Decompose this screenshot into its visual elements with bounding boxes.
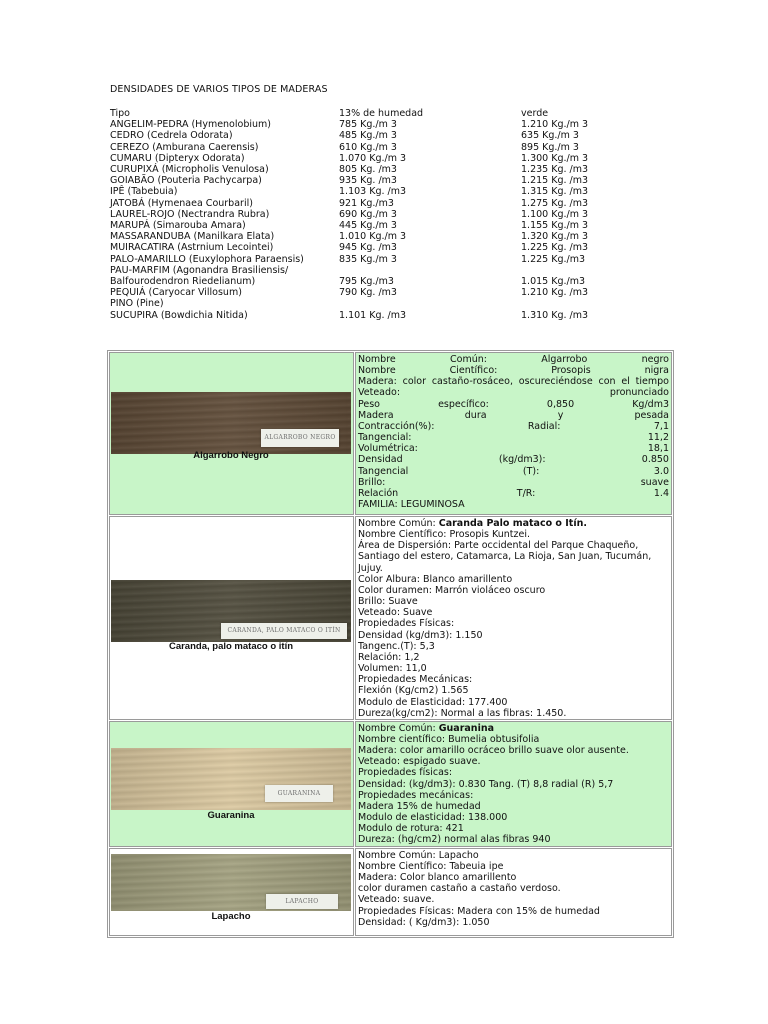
cell-type: ANGELIM-PEDRA (Hymenolobium) — [110, 119, 271, 131]
cell-humidity: 790 Kg. /m3 — [339, 287, 397, 299]
cell-type: Balfourodendron Riedelianum) — [110, 276, 256, 288]
header-humidity: 13% de humedad — [339, 108, 424, 119]
info-line: Madera dura y pesada — [358, 409, 669, 421]
cell-humidity — [339, 298, 521, 309]
info-line: Contracción(%): Radial: 7,1 — [358, 420, 669, 432]
info-line: Modulo de rotura: 421 — [358, 823, 464, 835]
cell-humidity: 610 Kg./m 3 — [339, 141, 397, 153]
density-row — [110, 254, 621, 265]
wood-image-cell — [109, 721, 354, 847]
cell-type: CUMARU (Dipteryx Odorata) — [110, 152, 245, 164]
info-line: Tangencial (T): 3.0 — [358, 465, 669, 477]
wood-info-cell — [355, 721, 672, 847]
info-line: Propiedades físicas: — [358, 767, 453, 779]
info-line: Jujuy. — [358, 562, 383, 574]
cell-humidity: 1.103 Kg. /m3 — [339, 186, 407, 198]
wood-row — [109, 721, 672, 847]
info-line: Densidad (kg/dm3): 0.850 — [358, 454, 669, 466]
cell-green: 1.315 Kg. /m3 — [521, 186, 589, 198]
info-line: Nombre Común: Caranda Palo mataco o Itín. — [358, 518, 587, 529]
cell-humidity: 1.010 Kg./m 3 — [339, 231, 407, 243]
info-line: Veteado: pronunciado — [358, 387, 669, 399]
info-line: Madera: color amarillo ocráceo brillo suave olor ausente. — [358, 745, 629, 757]
density-row — [110, 287, 621, 298]
cell-humidity: 445 Kg./m 3 — [339, 220, 397, 232]
density-row — [110, 142, 621, 153]
wood-caption: Caranda, palo mataco o itín — [168, 641, 294, 652]
density-row — [110, 242, 621, 253]
info-line: Madera 15% de humedad — [358, 800, 481, 812]
cell-type: LAUREL-ROJO (Nectrandra Rubra) — [110, 208, 270, 220]
cell-humidity: 785 Kg./m 3 — [339, 119, 397, 131]
density-row — [110, 153, 621, 164]
cell-humidity: 485 Kg./m 3 — [339, 130, 397, 142]
wood-label-plate: LAPACHO — [266, 894, 338, 909]
wood-caption: Guaranina — [207, 809, 255, 821]
density-row — [110, 298, 621, 309]
info-line: color duramen castaño a castaño verdoso. — [358, 883, 561, 895]
info-line: Nombre Científico: Prosopis Kuntzei. — [358, 529, 530, 541]
info-line: Nombre científico: Bumelia obtusifolia — [358, 733, 540, 745]
wood-label-plate: CARANDA, PALO MATACO O ITÍN — [221, 623, 347, 639]
density-row — [110, 209, 621, 220]
wood-image-cell — [109, 516, 354, 720]
info-line: Dureza: (hg/cm2) normal alas fibras 940 — [358, 834, 551, 846]
info-line: Color Albura: Blanco amarillento — [358, 573, 513, 585]
header-green: verde — [521, 108, 549, 119]
info-line: Madera: color castaño-rosáceo, oscureciéndose con el tiempo — [358, 376, 669, 388]
cell-green: 1.210 Kg./m 3 — [521, 119, 589, 131]
wood-image-cell — [109, 848, 354, 936]
cell-type: MARUPÁ (Simarouba Amara) — [110, 220, 246, 232]
info-line: Veteado: espigado suave. — [358, 756, 481, 768]
info-line: Propiedades Físicas: — [358, 618, 455, 630]
cell-type: PAU-MARFIM (Agonandra Brasiliensis/ — [110, 264, 289, 276]
cell-green: 1.300 Kg./m 3 — [521, 152, 589, 164]
info-line: Densidad (kg/dm3): 1.150 — [358, 629, 483, 641]
info-line: Nombre Científico: Prosopis nigra — [358, 365, 669, 377]
density-row — [110, 186, 621, 197]
cell-green: 1.215 Kg. /m3 — [521, 175, 589, 187]
cell-green: 1.100 Kg./m 3 — [521, 208, 589, 220]
info-line: Nombre Común: Guaranina — [358, 722, 494, 734]
wood-species-table — [107, 350, 674, 938]
cell-green: 1.275 Kg. /m3 — [521, 197, 589, 209]
info-line: Relación: 1,2 — [358, 651, 420, 663]
cell-type: PEQUIÁ (Caryocar Villosum) — [110, 287, 242, 299]
cell-type: CEDRO (Cedrela Odorata) — [110, 130, 233, 142]
info-line: Color duramen: Marrón violáceo oscuro — [358, 584, 546, 596]
density-row — [110, 265, 621, 276]
density-row — [110, 220, 621, 231]
cell-green — [521, 298, 621, 309]
wood-info-cell — [355, 352, 672, 515]
density-row — [110, 276, 621, 287]
wood-label-plate: GUARANINA — [265, 785, 333, 802]
cell-type: MASSARANDUBA (Manilkara Elata) — [110, 231, 275, 243]
wood-sample-photo — [111, 580, 351, 642]
cell-green: 635 Kg./m 3 — [521, 130, 579, 142]
info-line: Volumétrica: 18,1 — [358, 443, 669, 455]
cell-green: 1.225 Kg./m3 — [521, 253, 585, 265]
cell-humidity: 690 Kg./m 3 — [339, 208, 397, 220]
info-line: Veteado: Suave — [358, 607, 433, 619]
density-row — [110, 164, 621, 175]
density-row — [110, 231, 621, 242]
wood-caption: Algarrobo Negro — [193, 450, 269, 461]
cell-green: 1.210 Kg. /m3 — [521, 287, 589, 299]
info-line: Densidad: (kg/dm3): 0.830 Tang. (T) 8,8 radial (R) 5,7 — [358, 778, 614, 790]
cell-type: CURUPIXÁ (Micropholis Venulosa) — [110, 164, 269, 176]
info-line: Brillo: Suave — [358, 596, 418, 608]
info-line: Madera: Color blanco amarillento — [358, 872, 517, 884]
cell-green: 1.310 Kg. /m3 — [521, 309, 589, 321]
info-line: Modulo de elasticidad: 138.000 — [358, 812, 508, 824]
info-line: Santiago del estero, Catamarca, La Rioja, San Juan, Tucumán, — [358, 551, 652, 563]
cell-type: CEREZO (Amburana Caerensis) — [110, 141, 259, 153]
info-line: Tangenc.(T): 5,3 — [358, 640, 435, 652]
info-line: Nombre Común: Lapacho — [358, 849, 479, 861]
density-row — [110, 130, 621, 141]
header-type: Tipo — [110, 108, 130, 119]
wood-label-plate: ALGARROBO NEGRO — [261, 429, 339, 447]
cell-type: JATOBÁ (Hymenaea Courbaril) — [110, 197, 253, 209]
cell-type: GOIABÃO (Pouteria Pachycarpa) — [110, 175, 262, 187]
info-line: Tangencial: 11,2 — [358, 432, 669, 444]
cell-humidity: 945 Kg. /m3 — [339, 242, 397, 254]
info-line: Relación T/R: 1.4 — [358, 487, 669, 499]
page-title: DENSIDADES DE VARIOS TIPOS DE MADERAS — [110, 84, 328, 95]
info-line: Propiedades mecánicas: — [358, 789, 474, 801]
density-table — [110, 108, 621, 321]
cell-type: IPÊ (Tabebuia) — [110, 186, 178, 198]
wood-sample-photo — [111, 854, 351, 911]
cell-humidity: 795 Kg./m3 — [339, 276, 394, 288]
wood-info-cell — [355, 848, 672, 936]
density-row — [110, 175, 621, 186]
cell-green: 1.155 Kg./m 3 — [521, 220, 589, 232]
info-line: Peso específico: 0,850 Kg/dm3 — [358, 398, 669, 410]
density-header-row — [110, 108, 621, 119]
info-line: Propiedades Mecánicas: — [358, 674, 473, 686]
wood-row — [109, 516, 672, 720]
cell-green: 1.235 Kg. /m3 — [521, 164, 589, 176]
cell-type: SUCUPIRA (Bowdichia Nitida) — [110, 309, 248, 321]
info-line: FAMILIA: LEGUMINOSA — [358, 499, 465, 511]
info-line: Densidad: ( Kg/dm3): 1.050 — [358, 916, 490, 928]
info-line: Área de Dispersión: Parte occidental del Parque Chaqueño, — [358, 540, 639, 552]
cell-humidity: 835 Kg./m 3 — [339, 253, 397, 265]
cell-green: 1.320 Kg./m 3 — [521, 231, 589, 243]
info-line: Flexión (Kg/cm2) 1.565 — [358, 685, 469, 697]
info-line: Nombre Común: Algarrobo negro — [358, 354, 669, 365]
info-line: Veteado: suave. — [358, 894, 435, 906]
wood-sample-photo — [111, 392, 351, 454]
cell-green: 1.015 Kg./m3 — [521, 276, 585, 288]
info-line: Nombre Científico: Tabeuia ipe — [358, 860, 504, 872]
wood-row — [109, 352, 672, 515]
wood-caption: Lapacho — [211, 910, 251, 922]
density-row — [110, 198, 621, 209]
cell-type: PALO-AMARILLO (Euxylophora Paraensis) — [110, 253, 304, 265]
cell-green: 1.225 Kg. /m3 — [521, 242, 589, 254]
density-row — [110, 310, 621, 321]
cell-humidity: 935 Kg. /m3 — [339, 175, 397, 187]
info-line: Brillo: suave — [358, 476, 669, 488]
cell-humidity: 805 Kg. /m3 — [339, 164, 397, 176]
cell-green: 895 Kg./m 3 — [521, 141, 579, 153]
wood-info-cell — [355, 516, 672, 720]
cell-humidity: 1.070 Kg./m 3 — [339, 152, 407, 164]
info-line: Dureza(kg/cm2): Normal a las fibras: 1.450. — [358, 707, 567, 719]
cell-humidity: 921 Kg./m3 — [339, 197, 394, 209]
info-line: Propiedades Físicas: Madera con 15% de humedad — [358, 905, 600, 917]
cell-type: MUIRACATIRA (Astrnium Lecointei) — [110, 242, 274, 254]
wood-sample-photo — [111, 748, 351, 810]
cell-green — [521, 265, 621, 276]
cell-type: PINO (Pine) — [110, 298, 164, 310]
wood-row — [109, 848, 672, 936]
cell-humidity — [339, 265, 521, 276]
cell-humidity: 1.101 Kg. /m3 — [339, 309, 407, 321]
wood-image-cell — [109, 352, 354, 515]
info-line: Volumen: 11,0 — [358, 663, 427, 675]
density-row — [110, 119, 621, 130]
info-line: Modulo de Elasticidad: 177.400 — [358, 696, 508, 708]
